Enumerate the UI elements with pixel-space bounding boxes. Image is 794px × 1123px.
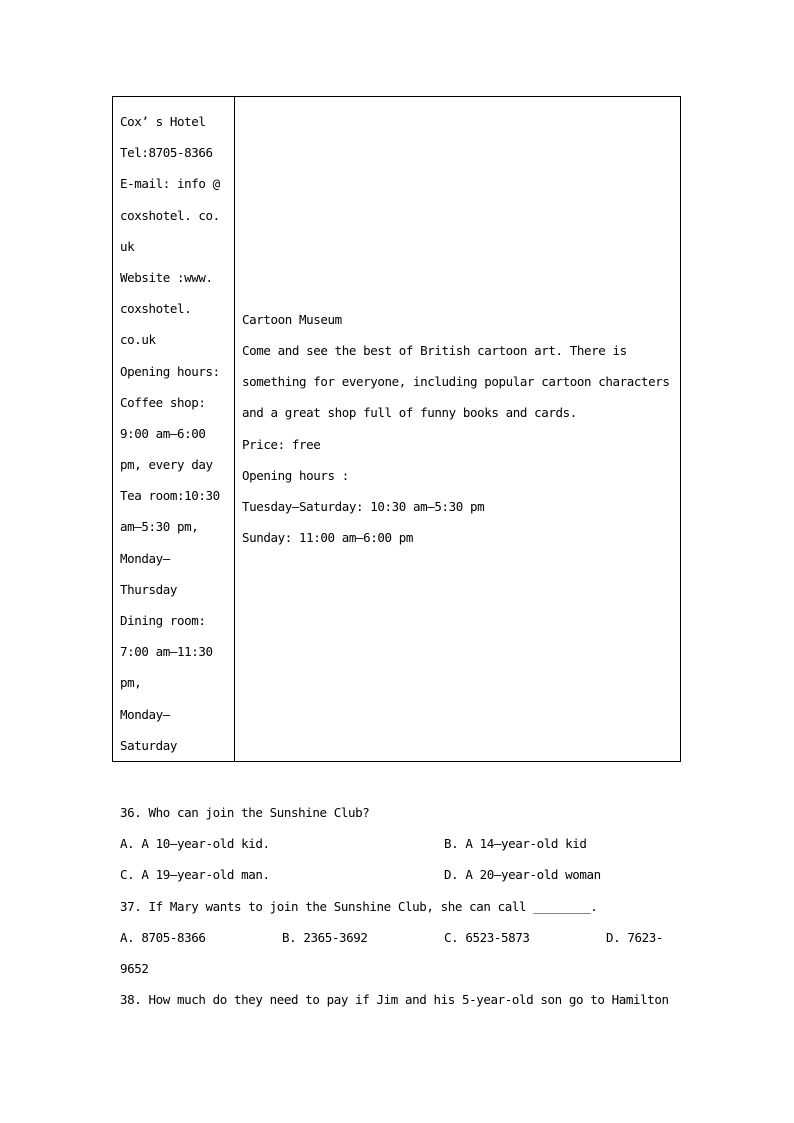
hotel-line: Dining room:: [120, 613, 206, 628]
q37-option-b: B. 2365-3692: [282, 929, 368, 945]
q37-option-d: D. 7623-: [606, 929, 664, 945]
hotel-line: Tel:8705-8366: [120, 145, 213, 161]
q36-option-b: B. A 14—year-old kid: [444, 836, 587, 852]
hotel-line: E-mail: info @: [120, 176, 220, 192]
hotel-line: pm,: [120, 675, 142, 691]
hotel-line: 7:00 am—11:30: [120, 644, 213, 660]
info-table: [112, 96, 681, 762]
q36-option-d: D. A 20—year-old woman: [444, 867, 601, 883]
hotel-line: Monday—: [120, 550, 170, 566]
question-36: 36. Who can join the Sunshine Club?: [120, 805, 370, 820]
hotel-cell: [113, 97, 235, 761]
q37-option-d-continued: 9652: [120, 960, 149, 976]
hotel-line: Website :www.: [120, 269, 213, 285]
museum-hours-label: Opening hours :: [242, 467, 349, 483]
hotel-line: Saturday: [120, 737, 178, 753]
q36-options-row1: [120, 828, 680, 859]
q36-option-a: A. A 10—year-old kid.: [120, 836, 270, 852]
hotel-line: pm, every day: [120, 457, 213, 473]
q36-option-c: C. A 19—year-old man.: [120, 867, 270, 883]
museum-title: Cartoon Museum: [242, 311, 342, 327]
museum-desc-line: something for everyone, including popular cartoon characters: [242, 374, 670, 390]
museum-price: Price: free: [242, 436, 321, 452]
hotel-line: Opening hours:: [120, 363, 220, 379]
q37-options-row: [120, 922, 680, 953]
hotel-name: Cox’ s Hotel: [120, 114, 206, 129]
questions: [120, 797, 680, 1015]
museum-hours-line: Tuesday—Saturday: 10:30 am—5:30 pm: [242, 498, 485, 514]
hotel-line: Coffee shop:: [120, 394, 206, 410]
q37-option-a: A. 8705-8366: [120, 929, 206, 945]
question-37: 37. If Mary wants to join the Sunshine Club, she can call ________.: [120, 898, 598, 914]
museum-cell: [235, 97, 680, 761]
hotel-line: coxshotel. co.: [120, 207, 220, 223]
q37-option-c: C. 6523-5873: [444, 929, 530, 945]
hotel-line: 9:00 am—6:00: [120, 425, 206, 441]
hotel-line: Tea room:10:30: [120, 488, 220, 504]
question-38: 38. How much do they need to pay if Jim and his 5-year-old son go to Hamilton: [120, 992, 669, 1008]
museum-desc-line: and a great shop full of funny books and cards.: [242, 405, 577, 421]
q36-options-row2: [120, 859, 680, 890]
museum-desc-line: Come and see the best of British cartoon art. There is: [242, 342, 627, 358]
hotel-line: co.uk: [120, 332, 156, 348]
hotel-line: uk: [120, 238, 135, 254]
hotel-line: Monday—: [120, 706, 170, 722]
museum-hours-line: Sunday: 11:00 am—6:00 pm: [242, 530, 414, 546]
hotel-line: Thursday: [120, 581, 178, 597]
hotel-line: am—5:30 pm,: [120, 519, 199, 535]
hotel-line: coxshotel.: [120, 301, 192, 317]
